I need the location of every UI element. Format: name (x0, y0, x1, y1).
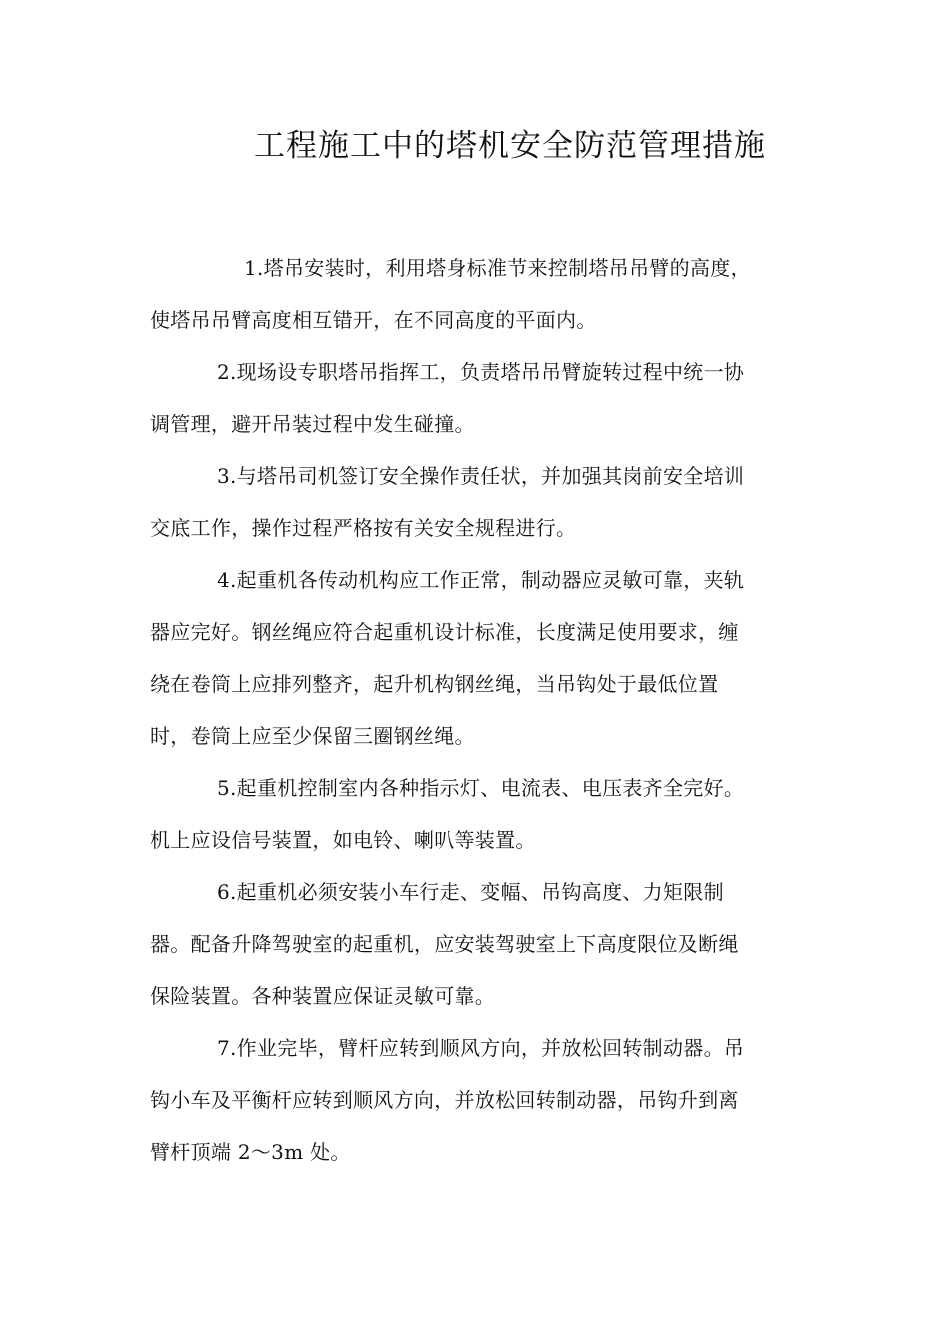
paragraph-2-line-1: 2.现场设专职塔吊指挥工，负责塔吊吊臂旋转过程中统一协 (217, 360, 745, 384)
paragraph-3-line-1: 3.与塔吊司机签订安全操作责任状，并加强其岗前安全培训 (217, 464, 745, 488)
paragraph-7-line-2: 钩小车及平衡杆应转到顺风方向，并放松回转制动器，吊钩升到离 (150, 1088, 739, 1112)
paragraph-3-line-2: 交底工作，操作过程严格按有关安全规程进行。 (150, 516, 577, 540)
paragraph-7-line-3: 臂杆顶端 2～3m 处。 (150, 1140, 351, 1164)
paragraph-4-line-3: 绕在卷筒上应排列整齐，起升机构钢丝绳，当吊钩处于最低位置 (150, 672, 719, 696)
paragraph-4-line-1: 4.起重机各传动机构应工作正常，制动器应灵敏可靠，夹轨 (217, 568, 745, 592)
document-body (150, 242, 800, 1178)
paragraph-5-line-2: 机上应设信号装置，如电铃、喇叭等装置。 (150, 828, 536, 852)
paragraph-4-line-2: 器应完好。钢丝绳应符合起重机设计标准，长度满足使用要求，缠 (150, 620, 739, 644)
paragraph-2-line-2: 调管理，避开吊装过程中发生碰撞。 (150, 412, 475, 436)
paragraph-7-line-1: 7.作业完毕，臂杆应转到顺风方向，并放松回转制动器。吊 (217, 1036, 745, 1060)
paragraph-6-line-1: 6.起重机必须安装小车行走、变幅、吊钩高度、力矩限制 (217, 880, 724, 904)
paragraph-1-line-1: 1.塔吊安装时，利用塔身标准节来控制塔吊吊臂的高度， (244, 256, 751, 280)
paragraph-6-line-2: 器。配备升降驾驶室的起重机，应安装驾驶室上下高度限位及断绳 (150, 932, 739, 956)
paragraph-4-line-4: 时，卷筒上应至少保留三圈钢丝绳。 (150, 724, 475, 748)
paragraph-5-line-1: 5.起重机控制室内各种指示灯、电流表、电压表齐全完好。 (217, 776, 745, 800)
paragraph-1-line-2: 使塔吊吊臂高度相互错开，在不同高度的平面内。 (150, 308, 597, 332)
document-title: 工程施工中的塔机安全防范管理措施 (254, 128, 766, 164)
paragraph-6-line-3: 保险装置。各种装置应保证灵敏可靠。 (150, 984, 496, 1008)
